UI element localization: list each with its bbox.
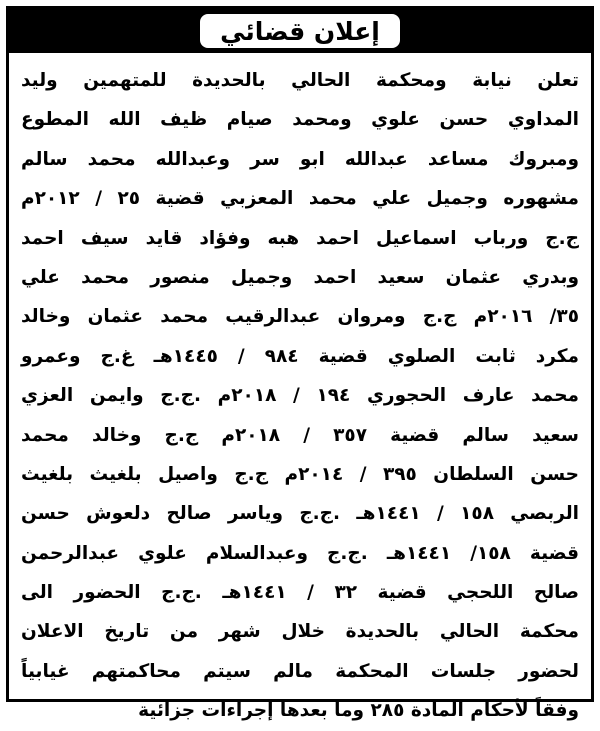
notice-line-10: سعيد سالم قضية ٣٥٧ / ٢٠١٨م ج.ج وخالد محمد <box>21 424 579 446</box>
notice-line-14: صالح اللحجي قضية ٣٢ / ١٤٤١هـ .ج.ج الحضور الى <box>21 582 580 604</box>
notice-line-11: حسن السلطان ٣٩٥ / ٢٠١٤م ج.ج واصيل بلغيث بلغيث <box>21 463 579 485</box>
notice-line-4: مشهوره وجميل علي محمد المعزبي قضية ٢٥ / ٢٠١٢م <box>21 188 580 210</box>
notice-line-2: المداوي حسن علوي ومحمد صيام ظيف الله المطوع <box>21 109 579 131</box>
notice-body <box>21 61 579 731</box>
notice-line-15: محكمة الحالي بالحديدة خلال شهر من تاريخ الاعلان <box>21 621 579 643</box>
notice-line-9: محمد عارف الحجوري ١٩٤ / ٢٠١٨م .ج.ج وايمن العزي <box>21 385 579 407</box>
notice-line-13: قضية ١٥٨/ ١٤٤١هـ .ج.ج وعبدالسلام علوي عبدالرحمن <box>21 542 579 564</box>
notice-line-6: وبدري عثمان سعيد احمد وجميل منصور محمد علي <box>21 266 579 288</box>
notice-line-12: الربصي ١٥٨ / ١٤٤١هـ .ج.ج وياسر صالح دلعوش حسن <box>21 503 579 525</box>
notice-line-5: ج.ج ورباب اسماعيل احمد هبه وفؤاد قايد سيف احمد <box>21 227 579 249</box>
title-bar <box>9 9 591 53</box>
notice-line-16: لحضور جلسات المحكمة مالم سيتم محاكمتهم غيابياً <box>21 660 579 682</box>
notice-line-1: تعلن نيابة ومحكمة الحالي بالحديدة للمتهمين وليد <box>21 70 579 91</box>
notice-line-7: ٣٥/ ٢٠١٦م ج.ج ومروان عبدالرقيب محمد عثمان وخالد <box>21 306 579 328</box>
notice-line-3: ومبروك مساعد عبدالله ابو سر وعبدالله محمد سالم <box>21 148 579 170</box>
legal-notice <box>6 6 594 722</box>
notice-line-17: وفقاً لأحكام المادة ٢٨٥ وما بعدها إجراءات جزائية <box>138 700 579 722</box>
notice-title: إعلان قضائي <box>200 14 400 48</box>
notice-line-8: مكرد ثابت الصلوي قضية ٩٨٤ / ١٤٤٥هـ غ.ج وعمرو <box>21 345 580 367</box>
